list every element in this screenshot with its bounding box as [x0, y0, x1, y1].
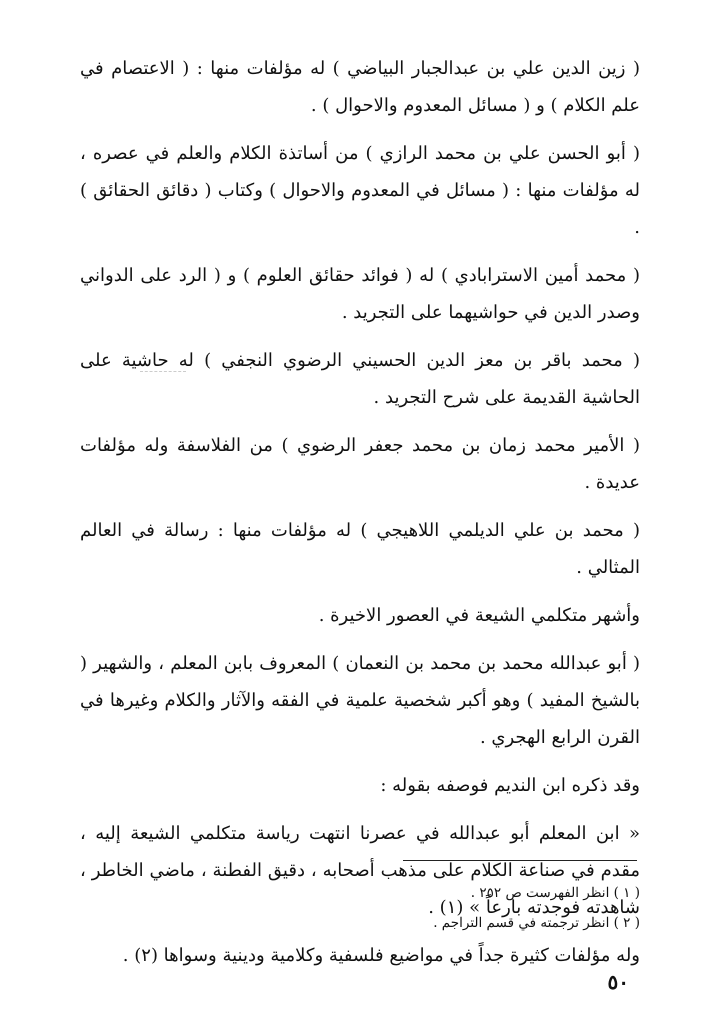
paragraph-bayadi: ( زين الدين علي بن عبدالجبار البياضي ) له مؤلفات منها : ( الاعتصام في علم الكلام ) و ( مسائل المعدوم والاحوال ) .: [80, 58, 640, 116]
footnote-2: ( ٢ ) انظر ترجمته في قسم التراجم .: [433, 915, 640, 931]
paragraph-shaykh-mufid: ( أبو عبدالله محمد بن محمد بن النعمان ) المعروف بابن المعلم ، والشهير ( بالشيخ المفيد ) وهو أكبر شخصية علمية في الفقه والآثار والكلام وغيرها في القرن الرابع الهجري .: [80, 653, 640, 748]
paragraph-astarabadi: ( محمد أمين الاسترابادي ) له ( فوائد حقائق العلوم ) و ( الرد على الدواني وصدر الدين في حواشيهما على التجريد .: [80, 265, 640, 323]
paragraph-radawi: ( الأمير محمد زمان بن محمد جعفر الرضوي ) من الفلاسفة وله مؤلفات عديدة .: [80, 435, 640, 493]
body-text: [80, 50, 640, 974]
paragraph-najafi: ( محمد باقر بن معز الدين الحسيني الرضوي النجفي ) له حاشية على الحاشية القديمة على شرح التجريد .: [80, 350, 640, 408]
paragraph-quote: « ابن المعلم أبو عبدالله في عصرنا انتهت رياسة متكلمي الشيعة إليه ، مقدم في صناعة الكلام على مذهب أصحابه ، دقيق الفطنة ، ماضي الخاطر ، شاهدته فوجدته بارعاً » (١) .: [80, 823, 640, 918]
footnote-divider: [403, 860, 637, 861]
paragraph-works: وله مؤلفات كثيرة جداً في مواضيع فلسفية وكلامية ودينية وسواها (٢) .: [122, 945, 640, 966]
scan-mark: [140, 371, 186, 372]
footnotes: [80, 878, 640, 938]
page-number: ٥٠: [607, 970, 629, 994]
paragraph-razi: ( أبو الحسن علي بن محمد الرازي ) من أساتذة الكلام والعلم في عصره ، له مؤلفات منها : ( مسائل في المعدوم والاحوال ) وكتاب ( دقائق الحقائق ) .: [80, 143, 640, 238]
paragraph-lahiji: ( محمد بن علي الديلمي اللاهيجي ) له مؤلفات منها : رسالة في العالم المثالي .: [80, 520, 640, 578]
paragraph-ibn-nadim-intro: وقد ذكره ابن النديم فوصفه بقوله :: [380, 775, 640, 796]
paragraph-recent-theologians: وأشهر متكلمي الشيعة في العصور الاخيرة .: [318, 605, 640, 626]
footnote-1: ( ١ ) انظر الفهرست ص ٢٥٢ .: [470, 885, 640, 901]
